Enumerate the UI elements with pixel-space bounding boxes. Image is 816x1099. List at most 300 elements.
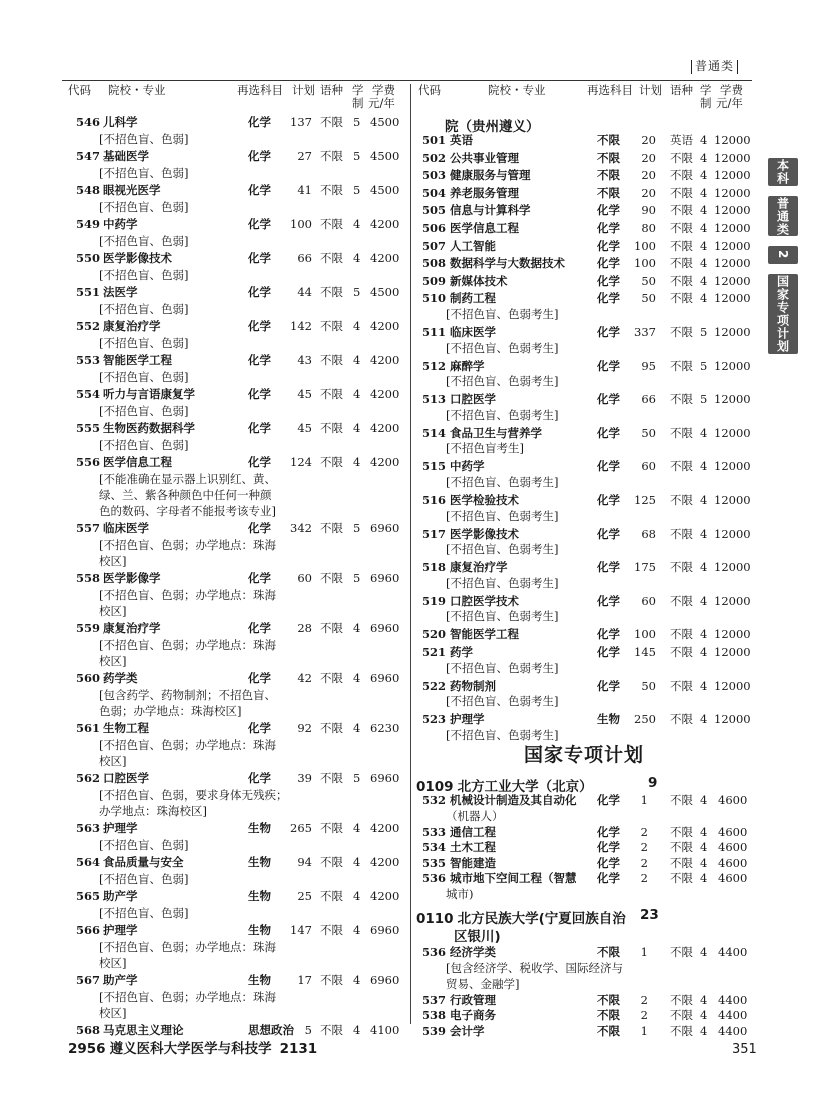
table-row <box>0 168 816 183</box>
language: 不限 <box>670 645 693 659</box>
school-heading <box>416 775 658 795</box>
row-note: 色弱；办学地点：珠海校区] <box>99 704 242 718</box>
tuition-fee: 6960 <box>370 621 400 635</box>
table-row <box>0 325 816 340</box>
tuition-fee: 12000 <box>714 712 751 727</box>
row-note: [不招色盲、色弱；办学地点：珠海 <box>99 940 276 954</box>
row-note: [不招色盲、色弱；办学地点：珠海 <box>99 588 276 602</box>
major-name: 养老服务管理 <box>450 185 519 200</box>
plan-count: 100 <box>290 217 312 231</box>
plan-count: 90 <box>641 203 656 218</box>
plan-count: 50 <box>641 291 656 306</box>
row-note: [不招色盲、色弱] <box>99 302 189 316</box>
years: 4 <box>700 992 708 1007</box>
years: 4 <box>700 221 708 235</box>
row-note: [不招色盲、色弱考生] <box>446 575 559 590</box>
row-note: 校区] <box>99 654 127 668</box>
tuition-fee: 4600 <box>718 793 748 807</box>
years: 4 <box>700 645 708 659</box>
language: 不限 <box>670 945 693 959</box>
row-note: [不招色盲、色弱考生] <box>446 307 559 321</box>
subject-requirement: 化学 <box>248 671 271 685</box>
side-tab-batch[interactable]: 2 <box>768 246 798 264</box>
table-row <box>0 151 816 166</box>
tuition-fee: 4500 <box>370 285 400 299</box>
subject-requirement: 化学 <box>248 353 271 367</box>
row-code: 556 <box>76 455 101 469</box>
years: 5 <box>353 149 361 163</box>
language: 不限 <box>670 992 693 1007</box>
header-years-2: 制 <box>352 96 364 110</box>
language: 不限 <box>320 421 343 435</box>
subject-requirement: 化学 <box>597 493 620 507</box>
plan-count: 45 <box>297 421 312 435</box>
plan-count: 100 <box>634 256 656 271</box>
table-row <box>0 594 816 609</box>
tuition-fee: 12000 <box>714 678 751 693</box>
row-code: 550 <box>76 251 101 265</box>
language: 不限 <box>320 1023 343 1037</box>
language: 不限 <box>320 149 343 163</box>
header-subject: 再选科目 <box>237 83 283 97</box>
plan-count: 94 <box>297 855 312 869</box>
major-name: 健康服务与管理 <box>450 168 531 183</box>
tuition-fee: 6960 <box>370 973 400 987</box>
row-note: 校区] <box>99 554 127 568</box>
tuition-fee: 4200 <box>370 421 400 435</box>
table-row <box>0 392 816 407</box>
row-note: [不招色盲、色弱] <box>99 336 189 350</box>
major-name: 食品质量与安全 <box>103 855 184 869</box>
row-code: 538 <box>422 1008 447 1023</box>
subject-requirement: 生物 <box>248 821 271 835</box>
row-code: 505 <box>422 203 447 218</box>
subject-requirement: 生物 <box>248 855 271 869</box>
language: 不限 <box>320 115 343 129</box>
row-code: 518 <box>422 560 447 575</box>
row-code: 511 <box>422 325 447 339</box>
table-row <box>0 793 816 808</box>
language: 不限 <box>320 771 343 785</box>
years: 4 <box>700 291 708 306</box>
years: 4 <box>353 821 361 835</box>
row-code: 537 <box>422 992 447 1007</box>
language: 不限 <box>670 291 693 306</box>
table-row <box>0 459 816 474</box>
language: 不限 <box>320 855 343 869</box>
subject-requirement: 化学 <box>248 285 271 299</box>
tuition-fee: 12000 <box>714 150 751 165</box>
major-name: 经济学类 <box>450 945 496 959</box>
subject-requirement: 化学 <box>248 455 271 469</box>
subject-requirement: 不限 <box>597 168 620 183</box>
tuition-fee: 4200 <box>370 251 400 265</box>
header-fee-2: 元/年 <box>368 96 395 110</box>
school-heading <box>416 907 659 927</box>
subject-requirement: 化学 <box>597 840 620 855</box>
major-name: 医学影像学 <box>103 571 161 585</box>
language: 不限 <box>320 387 343 401</box>
tuition-fee: 6960 <box>370 571 400 585</box>
row-note: 校区] <box>99 754 127 768</box>
row-note: [不招色盲、色弱；办学地点：珠海 <box>99 990 276 1004</box>
major-name: 口腔医学技术 <box>450 593 519 608</box>
side-tab-undergrad[interactable]: 本科 <box>768 158 798 186</box>
row-code: 512 <box>422 358 447 373</box>
tuition-fee: 4400 <box>718 1008 748 1023</box>
major-name: 制药工程 <box>450 291 496 306</box>
subject-requirement: 化学 <box>248 149 271 163</box>
language: 不限 <box>670 425 693 440</box>
subject-requirement: 思想政治 <box>248 1023 294 1037</box>
years: 5 <box>700 358 708 373</box>
subject-requirement: 化学 <box>597 291 620 306</box>
subject-requirement: 化学 <box>597 221 620 235</box>
tuition-fee: 4200 <box>370 387 400 401</box>
years: 4 <box>700 150 708 165</box>
subject-requirement: 化学 <box>248 621 271 635</box>
row-code: 546 <box>76 115 101 129</box>
plan-count: 50 <box>641 273 656 288</box>
major-name: 医学信息工程 <box>103 455 172 469</box>
years: 5 <box>353 115 361 129</box>
tuition-fee: 4400 <box>718 1023 748 1038</box>
side-tab-special-plan[interactable]: 国家专项计划 <box>768 274 798 354</box>
row-note: 贸易、金融学] <box>446 976 520 991</box>
row-note: [不招色盲、色弱考生] <box>446 374 559 389</box>
row-note: [不招色盲、色弱] <box>99 838 189 852</box>
table-row <box>0 186 816 201</box>
school-name: 遵义医科大学医学与科技学 <box>109 1041 272 1057</box>
row-note: [不招色盲、色弱；办学地点：珠海 <box>99 738 276 752</box>
school-name: 北方工业大学（北京） <box>457 779 593 795</box>
row-code: 568 <box>76 1023 101 1037</box>
table-row <box>0 527 816 542</box>
major-name: 土木工程 <box>450 840 496 855</box>
language: 不限 <box>670 1023 693 1038</box>
major-name: 新媒体技术 <box>450 273 508 288</box>
major-name: 眼视光医学 <box>103 183 161 197</box>
table-row <box>0 426 816 441</box>
plan-count: 5 <box>304 1023 312 1037</box>
plan-count: 66 <box>641 392 656 407</box>
table-row <box>0 945 816 960</box>
language: 不限 <box>670 392 693 407</box>
category-tag: 普通类 <box>688 57 741 74</box>
subject-requirement: 化学 <box>248 183 271 197</box>
years: 4 <box>700 168 708 183</box>
plan-count: 265 <box>290 821 312 835</box>
years: 4 <box>700 824 708 839</box>
language: 不限 <box>670 526 693 541</box>
row-note: [不招色盲、色弱，要求身体无残疾； <box>99 788 288 802</box>
table-row <box>0 856 816 871</box>
subject-requirement: 化学 <box>597 256 620 271</box>
language: 不限 <box>320 251 343 265</box>
major-name: 会计学 <box>450 1023 485 1038</box>
school-name-cont: 区银川) <box>454 929 501 945</box>
tuition-fee: 12000 <box>714 627 751 642</box>
years: 4 <box>353 923 361 937</box>
language: 不限 <box>670 325 693 339</box>
header-school-major: 院校・专业 <box>108 83 166 97</box>
row-code: 516 <box>422 493 447 507</box>
row-code: 520 <box>422 627 447 642</box>
years: 5 <box>353 285 361 299</box>
row-note: [不招色盲、色弱] <box>99 404 189 418</box>
years: 4 <box>700 560 708 575</box>
subject-requirement: 不限 <box>597 1008 620 1023</box>
years: 4 <box>353 421 361 435</box>
subject-requirement: 生物 <box>248 889 271 903</box>
header-plan: 计划 <box>639 83 662 97</box>
subject-requirement: 化学 <box>597 627 620 642</box>
years: 4 <box>700 945 708 959</box>
row-note: [不招色盲、色弱] <box>99 438 189 452</box>
plan-count: 25 <box>297 889 312 903</box>
row-code: 547 <box>76 149 101 163</box>
language: 不限 <box>320 521 343 535</box>
language: 不限 <box>670 238 693 253</box>
header-lang: 语种 <box>670 83 693 97</box>
header-years: 学 <box>352 83 364 97</box>
tuition-fee: 12000 <box>714 325 751 339</box>
table-row <box>0 825 816 840</box>
years: 4 <box>353 621 361 635</box>
tuition-fee: 12000 <box>714 645 751 659</box>
years: 4 <box>700 793 708 807</box>
header-school-major: 院校・专业 <box>488 83 546 97</box>
subject-requirement: 化学 <box>597 560 620 575</box>
row-code: 521 <box>422 645 447 659</box>
major-name: 法医学 <box>103 285 138 299</box>
subject-requirement: 化学 <box>248 771 271 785</box>
plan-count: 44 <box>297 285 312 299</box>
plan-count: 337 <box>634 325 656 339</box>
tuition-fee: 4500 <box>370 149 400 163</box>
language: 不限 <box>670 273 693 288</box>
years: 4 <box>700 678 708 693</box>
header-years: 学 <box>700 83 712 97</box>
subject-requirement: 化学 <box>248 521 271 535</box>
language: 不限 <box>670 459 693 474</box>
row-code: 560 <box>76 671 101 685</box>
plan-count: 50 <box>641 425 656 440</box>
years: 5 <box>700 392 708 407</box>
subject-requirement: 化学 <box>597 425 620 440</box>
subject-requirement: 化学 <box>597 855 620 870</box>
major-name: 行政管理 <box>450 992 496 1007</box>
plan-count: 41 <box>297 183 312 197</box>
row-note: [不招色盲、色弱] <box>99 234 189 248</box>
plan-count: 2 <box>640 1008 648 1023</box>
major-name: 智能医学工程 <box>103 353 172 367</box>
tuition-fee: 4200 <box>370 217 400 231</box>
subject-requirement: 化学 <box>597 678 620 693</box>
plan-count: 145 <box>634 645 656 659</box>
subject-requirement: 化学 <box>248 217 271 231</box>
row-code: 562 <box>76 771 101 785</box>
table-row <box>0 679 816 694</box>
row-note: 校区] <box>99 1006 127 1020</box>
tuition-fee: 4200 <box>370 821 400 835</box>
row-code: 549 <box>76 217 101 231</box>
language: 不限 <box>670 203 693 218</box>
years: 4 <box>700 133 708 147</box>
language: 不限 <box>670 185 693 200</box>
major-name: 食品卫生与营养学 <box>450 425 542 440</box>
plan-count: 100 <box>634 627 656 642</box>
major-name: 人工智能 <box>450 238 496 253</box>
years: 4 <box>700 840 708 855</box>
tuition-fee: 12000 <box>714 526 751 541</box>
school-code: 0109 <box>416 779 454 795</box>
school-total: 9 <box>648 775 658 791</box>
table-row <box>0 291 816 306</box>
major-name: 临床医学 <box>450 325 496 339</box>
plan-count: 20 <box>641 133 656 147</box>
table-row <box>0 274 816 289</box>
header-code: 代码 <box>418 83 441 97</box>
subject-requirement: 化学 <box>248 319 271 333</box>
subject-requirement: 化学 <box>597 392 620 407</box>
subject-requirement: 生物 <box>248 973 271 987</box>
years: 4 <box>700 1008 708 1023</box>
row-note: [不招色盲、色弱考生] <box>446 340 559 355</box>
row-note: （机器人） <box>446 808 504 823</box>
subject-requirement: 生物 <box>597 712 620 727</box>
subject-requirement: 化学 <box>248 421 271 435</box>
language: 不限 <box>670 560 693 575</box>
plan-count: 2 <box>640 871 648 886</box>
table-row <box>0 359 816 374</box>
subject-requirement: 化学 <box>248 115 271 129</box>
tuition-fee: 12000 <box>714 425 751 440</box>
row-code: 514 <box>422 425 447 440</box>
tuition-fee: 4200 <box>370 353 400 367</box>
row-code: 508 <box>422 256 447 271</box>
major-name: 马克思主义理论 <box>103 1023 184 1037</box>
tuition-fee: 6960 <box>370 521 400 535</box>
language: 不限 <box>670 593 693 608</box>
plan-count: 2 <box>640 855 648 870</box>
tuition-fee: 12000 <box>714 133 751 147</box>
tuition-fee: 12000 <box>714 168 751 183</box>
language: 不限 <box>320 923 343 937</box>
years: 4 <box>353 855 361 869</box>
row-code: 536 <box>422 945 447 959</box>
language: 不限 <box>670 493 693 507</box>
row-note: 色的数码、字母者不能报考该专业] <box>99 504 276 518</box>
major-name: 药学类 <box>103 671 138 685</box>
plan-count: 95 <box>641 358 656 373</box>
subject-requirement: 化学 <box>248 721 271 735</box>
major-name: 城市地下空间工程（智慧 <box>450 871 577 886</box>
major-name: 医学信息工程 <box>450 221 519 235</box>
row-note: [包含药学、药物制剂；不招色盲、 <box>99 688 276 702</box>
side-tab-general[interactable]: 普通类 <box>768 196 798 236</box>
years: 4 <box>353 973 361 987</box>
row-note: [不招色盲、色弱考生] <box>446 475 559 489</box>
years: 4 <box>700 1023 708 1038</box>
row-code: 523 <box>422 712 447 727</box>
plan-count: 17 <box>297 973 312 987</box>
language: 不限 <box>320 217 343 231</box>
tuition-fee: 6960 <box>370 923 400 937</box>
language: 不限 <box>320 821 343 835</box>
language: 不限 <box>670 678 693 693</box>
row-code: 535 <box>422 855 447 870</box>
major-name: 药物制剂 <box>450 678 496 693</box>
subject-requirement: 不限 <box>597 185 620 200</box>
subject-requirement: 化学 <box>248 387 271 401</box>
row-code: 563 <box>76 821 101 835</box>
major-name: 麻醉学 <box>450 358 485 373</box>
years: 5 <box>353 521 361 535</box>
tuition-fee: 4600 <box>718 855 748 870</box>
years: 4 <box>353 217 361 231</box>
header-fee: 学费 <box>372 83 395 97</box>
tuition-fee: 4500 <box>370 115 400 129</box>
major-name: 数据科学与大数据技术 <box>450 256 565 271</box>
subject-requirement: 化学 <box>597 593 620 608</box>
row-code: 564 <box>76 855 101 869</box>
row-code: 509 <box>422 273 447 288</box>
header-years-2: 制 <box>700 96 712 110</box>
table-row <box>0 645 816 660</box>
plan-count: 20 <box>641 168 656 183</box>
years: 4 <box>700 273 708 288</box>
subject-requirement: 不限 <box>597 133 620 147</box>
tuition-fee: 6230 <box>370 721 400 735</box>
plan-count: 1 <box>640 1023 648 1038</box>
row-note: [不招色盲、色弱考生] <box>446 542 559 557</box>
tuition-fee: 12000 <box>714 185 751 200</box>
table-row <box>0 239 816 254</box>
subject-requirement: 化学 <box>597 238 620 253</box>
table-row <box>0 627 816 642</box>
plan-count: 68 <box>641 526 656 541</box>
table-row <box>0 221 816 236</box>
header-fee: 学费 <box>720 83 743 97</box>
years: 4 <box>700 593 708 608</box>
row-code: 533 <box>422 824 447 839</box>
row-code: 522 <box>422 678 447 693</box>
subject-requirement: 化学 <box>597 273 620 288</box>
years: 4 <box>700 425 708 440</box>
row-code: 566 <box>76 923 101 937</box>
plan-count: 2 <box>640 824 648 839</box>
tuition-fee: 12000 <box>714 593 751 608</box>
subject-requirement: 化学 <box>248 571 271 585</box>
row-code: 561 <box>76 721 101 735</box>
row-note: [不招色盲、色弱；办学地点：珠海 <box>99 538 276 552</box>
row-code: 515 <box>422 459 447 474</box>
plan-count: 92 <box>297 721 312 735</box>
language: 不限 <box>320 571 343 585</box>
row-note: [不招色盲、色弱考生] <box>446 609 559 624</box>
tuition-fee: 4100 <box>370 1023 400 1037</box>
plan-count: 1 <box>640 945 648 959</box>
major-name: 生物医药数据科学 <box>103 421 195 435</box>
table-row <box>0 871 816 886</box>
years: 4 <box>700 185 708 200</box>
language: 不限 <box>670 358 693 373</box>
language: 不限 <box>320 319 343 333</box>
years: 4 <box>353 251 361 265</box>
row-code: 502 <box>422 150 447 165</box>
row-note: [不招色盲、色弱考生] <box>446 660 559 675</box>
